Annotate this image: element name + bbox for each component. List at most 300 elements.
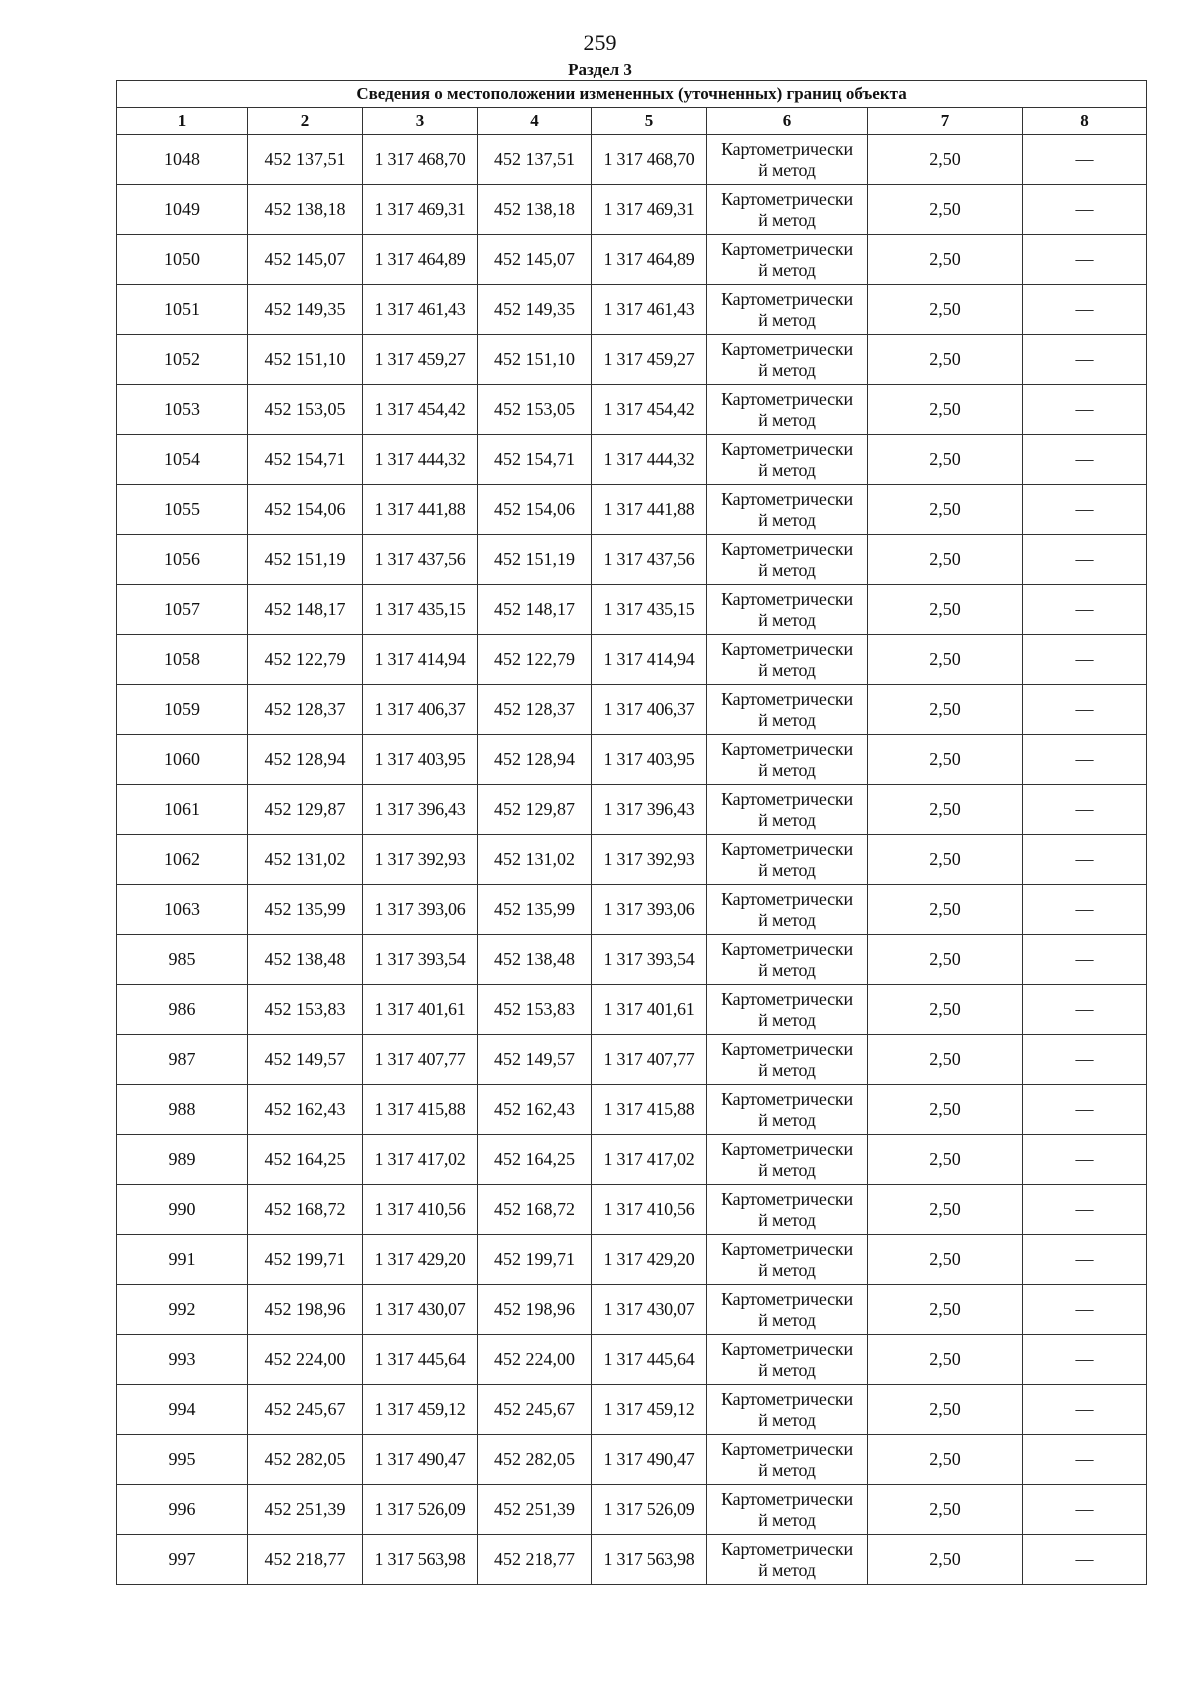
accuracy-cell: 2,50 <box>868 1035 1023 1085</box>
point-number-cell: 991 <box>117 1235 248 1285</box>
x-existing-cell: 452 151,19 <box>248 535 363 585</box>
x-new-cell: 452 198,96 <box>478 1285 592 1335</box>
y-new-cell: 1 317 401,61 <box>592 985 707 1035</box>
table-row <box>117 1485 1147 1535</box>
method-line-2: й метод <box>758 859 816 880</box>
x-existing-cell: 452 145,07 <box>248 235 363 285</box>
method-line-2: й метод <box>758 1159 816 1180</box>
method-line-1: Картометрически <box>721 1438 853 1459</box>
x-new-cell: 452 154,71 <box>478 435 592 485</box>
method-cell <box>707 985 868 1035</box>
method-line-2: й метод <box>758 1259 816 1280</box>
description-cell: — <box>1023 885 1147 935</box>
method-line-1: Картометрически <box>721 688 853 709</box>
x-new-cell: 452 131,02 <box>478 835 592 885</box>
point-number-cell: 1048 <box>117 135 248 185</box>
accuracy-cell: 2,50 <box>868 985 1023 1035</box>
accuracy-cell: 2,50 <box>868 285 1023 335</box>
table-body <box>117 135 1147 1585</box>
method-line-1: Картометрически <box>721 1538 853 1559</box>
method-line-1: Картометрически <box>721 138 853 159</box>
method-line-1: Картометрически <box>721 238 853 259</box>
x-new-cell: 452 224,00 <box>478 1335 592 1385</box>
description-cell: — <box>1023 535 1147 585</box>
method-cell <box>707 1085 868 1135</box>
table-row <box>117 235 1147 285</box>
method-cell <box>707 835 868 885</box>
method-line-1: Картометрически <box>721 288 853 309</box>
accuracy-cell: 2,50 <box>868 835 1023 885</box>
x-new-cell: 452 128,37 <box>478 685 592 735</box>
method-cell <box>707 1235 868 1285</box>
point-number-cell: 1057 <box>117 585 248 635</box>
table-row <box>117 1135 1147 1185</box>
y-existing-cell: 1 317 414,94 <box>363 635 478 685</box>
point-number-cell: 1060 <box>117 735 248 785</box>
x-existing-cell: 452 138,18 <box>248 185 363 235</box>
description-cell: — <box>1023 1535 1147 1585</box>
y-existing-cell: 1 317 464,89 <box>363 235 478 285</box>
method-line-1: Картометрически <box>721 1288 853 1309</box>
method-line-1: Картометрически <box>721 488 853 509</box>
description-cell: — <box>1023 1135 1147 1185</box>
method-line-1: Картометрически <box>721 588 853 609</box>
x-new-cell: 452 128,94 <box>478 735 592 785</box>
y-new-cell: 1 317 464,89 <box>592 235 707 285</box>
y-new-cell: 1 317 407,77 <box>592 1035 707 1085</box>
y-existing-cell: 1 317 429,20 <box>363 1235 478 1285</box>
y-new-cell: 1 317 406,37 <box>592 685 707 735</box>
table-row <box>117 635 1147 685</box>
table-row <box>117 1285 1147 1335</box>
description-cell: — <box>1023 635 1147 685</box>
table-caption: Сведения о местоположении измененных (уточненных) границ объекта <box>117 81 1147 108</box>
y-new-cell: 1 317 393,06 <box>592 885 707 935</box>
y-new-cell: 1 317 403,95 <box>592 735 707 785</box>
accuracy-cell: 2,50 <box>868 435 1023 485</box>
method-line-1: Картометрически <box>721 438 853 459</box>
y-existing-cell: 1 317 403,95 <box>363 735 478 785</box>
y-existing-cell: 1 317 461,43 <box>363 285 478 335</box>
description-cell: — <box>1023 785 1147 835</box>
accuracy-cell: 2,50 <box>868 135 1023 185</box>
point-number-cell: 1054 <box>117 435 248 485</box>
point-number-cell: 987 <box>117 1035 248 1085</box>
point-number-cell: 995 <box>117 1435 248 1485</box>
y-new-cell: 1 317 469,31 <box>592 185 707 235</box>
point-number-cell: 1052 <box>117 335 248 385</box>
page-number: 259 <box>583 30 617 55</box>
y-existing-cell: 1 317 563,98 <box>363 1535 478 1585</box>
column-header: 3 <box>363 108 478 135</box>
x-new-cell: 452 282,05 <box>478 1435 592 1485</box>
method-line-1: Картометрически <box>721 338 853 359</box>
method-line-1: Картометрически <box>721 1188 853 1209</box>
point-number-cell: 985 <box>117 935 248 985</box>
method-line-1: Картометрически <box>721 1038 853 1059</box>
y-existing-cell: 1 317 445,64 <box>363 1335 478 1385</box>
method-line-2: й метод <box>758 709 816 730</box>
description-cell: — <box>1023 1485 1147 1535</box>
accuracy-cell: 2,50 <box>868 1335 1023 1385</box>
x-existing-cell: 452 168,72 <box>248 1185 363 1235</box>
y-existing-cell: 1 317 401,61 <box>363 985 478 1035</box>
method-cell <box>707 1485 868 1535</box>
method-line-2: й метод <box>758 1109 816 1130</box>
table-row <box>117 1235 1147 1285</box>
method-cell <box>707 635 868 685</box>
x-existing-cell: 452 154,06 <box>248 485 363 535</box>
x-new-cell: 452 153,05 <box>478 385 592 435</box>
table-row <box>117 1035 1147 1085</box>
method-cell <box>707 585 868 635</box>
description-cell: — <box>1023 485 1147 535</box>
method-cell <box>707 135 868 185</box>
method-cell <box>707 535 868 585</box>
y-existing-cell: 1 317 415,88 <box>363 1085 478 1135</box>
table-row <box>117 785 1147 835</box>
x-existing-cell: 452 224,00 <box>248 1335 363 1385</box>
description-cell: — <box>1023 1235 1147 1285</box>
method-cell <box>707 1185 868 1235</box>
table-row <box>117 485 1147 535</box>
table-row <box>117 685 1147 735</box>
y-existing-cell: 1 317 410,56 <box>363 1185 478 1235</box>
x-existing-cell: 452 154,71 <box>248 435 363 485</box>
method-line-1: Картометрически <box>721 1138 853 1159</box>
table-row <box>117 835 1147 885</box>
method-line-1: Картометрически <box>721 1338 853 1359</box>
y-new-cell: 1 317 563,98 <box>592 1535 707 1585</box>
description-cell: — <box>1023 685 1147 735</box>
method-cell <box>707 785 868 835</box>
y-existing-cell: 1 317 490,47 <box>363 1435 478 1485</box>
accuracy-cell: 2,50 <box>868 935 1023 985</box>
y-new-cell: 1 317 437,56 <box>592 535 707 585</box>
method-cell <box>707 235 868 285</box>
method-cell <box>707 1335 868 1385</box>
description-cell: — <box>1023 435 1147 485</box>
y-new-cell: 1 317 417,02 <box>592 1135 707 1185</box>
x-new-cell: 452 137,51 <box>478 135 592 185</box>
table-row <box>117 135 1147 185</box>
method-line-1: Картометрически <box>721 788 853 809</box>
description-cell: — <box>1023 335 1147 385</box>
method-cell <box>707 885 868 935</box>
method-cell <box>707 685 868 735</box>
column-header: 7 <box>868 108 1023 135</box>
method-line-1: Картометрически <box>721 988 853 1009</box>
x-existing-cell: 452 122,79 <box>248 635 363 685</box>
table-row <box>117 1385 1147 1435</box>
description-cell: — <box>1023 935 1147 985</box>
x-new-cell: 452 149,35 <box>478 285 592 335</box>
y-new-cell: 1 317 415,88 <box>592 1085 707 1135</box>
x-new-cell: 452 151,10 <box>478 335 592 385</box>
y-existing-cell: 1 317 393,54 <box>363 935 478 985</box>
y-new-cell: 1 317 430,07 <box>592 1285 707 1335</box>
column-header: 2 <box>248 108 363 135</box>
point-number-cell: 1053 <box>117 385 248 435</box>
y-new-cell: 1 317 435,15 <box>592 585 707 635</box>
x-new-cell: 452 164,25 <box>478 1135 592 1185</box>
y-new-cell: 1 317 429,20 <box>592 1235 707 1285</box>
x-new-cell: 452 145,07 <box>478 235 592 285</box>
table-row <box>117 1335 1147 1385</box>
x-existing-cell: 452 137,51 <box>248 135 363 185</box>
method-cell <box>707 1385 868 1435</box>
method-line-1: Картометрически <box>721 638 853 659</box>
method-line-2: й метод <box>758 1059 816 1080</box>
y-existing-cell: 1 317 396,43 <box>363 785 478 835</box>
point-number-cell: 1050 <box>117 235 248 285</box>
y-new-cell: 1 317 392,93 <box>592 835 707 885</box>
x-existing-cell: 452 162,43 <box>248 1085 363 1135</box>
table-row <box>117 985 1147 1035</box>
method-line-2: й метод <box>758 259 816 280</box>
point-number-cell: 1061 <box>117 785 248 835</box>
description-cell: — <box>1023 1435 1147 1485</box>
x-new-cell: 452 251,39 <box>478 1485 592 1535</box>
table-row <box>117 1535 1147 1585</box>
description-cell: — <box>1023 285 1147 335</box>
method-line-2: й метод <box>758 359 816 380</box>
point-number-cell: 986 <box>117 985 248 1035</box>
y-existing-cell: 1 317 430,07 <box>363 1285 478 1335</box>
accuracy-cell: 2,50 <box>868 385 1023 435</box>
column-header: 6 <box>707 108 868 135</box>
method-line-1: Картометрически <box>721 1488 853 1509</box>
method-line-1: Картометрически <box>721 938 853 959</box>
method-line-2: й метод <box>758 1459 816 1480</box>
x-new-cell: 452 149,57 <box>478 1035 592 1085</box>
y-existing-cell: 1 317 406,37 <box>363 685 478 735</box>
accuracy-cell: 2,50 <box>868 585 1023 635</box>
method-line-2: й метод <box>758 609 816 630</box>
point-number-cell: 1049 <box>117 185 248 235</box>
y-existing-cell: 1 317 469,31 <box>363 185 478 235</box>
y-existing-cell: 1 317 526,09 <box>363 1485 478 1535</box>
point-number-cell: 1062 <box>117 835 248 885</box>
method-cell <box>707 935 868 985</box>
y-existing-cell: 1 317 417,02 <box>363 1135 478 1185</box>
x-new-cell: 452 129,87 <box>478 785 592 835</box>
x-existing-cell: 452 151,10 <box>248 335 363 385</box>
column-header: 4 <box>478 108 592 135</box>
method-cell <box>707 735 868 785</box>
point-number-cell: 992 <box>117 1285 248 1335</box>
method-cell <box>707 385 868 435</box>
method-line-1: Картометрически <box>721 1088 853 1109</box>
y-existing-cell: 1 317 468,70 <box>363 135 478 185</box>
method-cell <box>707 185 868 235</box>
y-new-cell: 1 317 445,64 <box>592 1335 707 1385</box>
y-new-cell: 1 317 459,27 <box>592 335 707 385</box>
point-number-cell: 996 <box>117 1485 248 1535</box>
accuracy-cell: 2,50 <box>868 1435 1023 1485</box>
table-row <box>117 885 1147 935</box>
description-cell: — <box>1023 135 1147 185</box>
point-number-cell: 993 <box>117 1335 248 1385</box>
y-existing-cell: 1 317 459,12 <box>363 1385 478 1435</box>
y-existing-cell: 1 317 435,15 <box>363 585 478 635</box>
table-row <box>117 585 1147 635</box>
method-cell <box>707 435 868 485</box>
method-line-2: й метод <box>758 759 816 780</box>
description-cell: — <box>1023 1385 1147 1435</box>
y-new-cell: 1 317 444,32 <box>592 435 707 485</box>
y-new-cell: 1 317 454,42 <box>592 385 707 435</box>
method-cell <box>707 1035 868 1085</box>
method-line-2: й метод <box>758 909 816 930</box>
method-line-2: й метод <box>758 209 816 230</box>
method-line-2: й метод <box>758 159 816 180</box>
table-row <box>117 535 1147 585</box>
method-cell <box>707 1135 868 1185</box>
y-existing-cell: 1 317 441,88 <box>363 485 478 535</box>
y-existing-cell: 1 317 392,93 <box>363 835 478 885</box>
section-title: Раздел 3 <box>568 60 632 79</box>
accuracy-cell: 2,50 <box>868 185 1023 235</box>
method-line-2: й метод <box>758 1559 816 1580</box>
x-existing-cell: 452 149,35 <box>248 285 363 335</box>
method-cell <box>707 1435 868 1485</box>
method-line-2: й метод <box>758 1009 816 1030</box>
method-line-1: Картометрически <box>721 838 853 859</box>
description-cell: — <box>1023 1285 1147 1335</box>
method-cell <box>707 485 868 535</box>
table-row <box>117 335 1147 385</box>
description-cell: — <box>1023 735 1147 785</box>
accuracy-cell: 2,50 <box>868 485 1023 535</box>
x-new-cell: 452 218,77 <box>478 1535 592 1585</box>
point-number-cell: 990 <box>117 1185 248 1235</box>
description-cell: — <box>1023 1085 1147 1135</box>
table-row <box>117 285 1147 335</box>
x-new-cell: 452 245,67 <box>478 1385 592 1435</box>
x-existing-cell: 452 131,02 <box>248 835 363 885</box>
y-new-cell: 1 317 393,54 <box>592 935 707 985</box>
description-cell: — <box>1023 1335 1147 1385</box>
accuracy-cell: 2,50 <box>868 785 1023 835</box>
accuracy-cell: 2,50 <box>868 1235 1023 1285</box>
accuracy-cell: 2,50 <box>868 1285 1023 1335</box>
description-cell: — <box>1023 385 1147 435</box>
column-header: 8 <box>1023 108 1147 135</box>
coordinates-table <box>116 80 1147 1585</box>
x-existing-cell: 452 135,99 <box>248 885 363 935</box>
point-number-cell: 1059 <box>117 685 248 735</box>
y-new-cell: 1 317 490,47 <box>592 1435 707 1485</box>
column-header: 1 <box>117 108 248 135</box>
x-existing-cell: 452 251,39 <box>248 1485 363 1535</box>
y-new-cell: 1 317 468,70 <box>592 135 707 185</box>
method-line-2: й метод <box>758 1309 816 1330</box>
accuracy-cell: 2,50 <box>868 335 1023 385</box>
x-new-cell: 452 151,19 <box>478 535 592 585</box>
point-number-cell: 994 <box>117 1385 248 1435</box>
method-line-2: й метод <box>758 659 816 680</box>
method-line-2: й метод <box>758 1509 816 1530</box>
description-cell: — <box>1023 1035 1147 1085</box>
method-cell <box>707 285 868 335</box>
point-number-cell: 1051 <box>117 285 248 335</box>
x-existing-cell: 452 218,77 <box>248 1535 363 1585</box>
y-existing-cell: 1 317 437,56 <box>363 535 478 585</box>
method-line-1: Картометрически <box>721 388 853 409</box>
y-new-cell: 1 317 396,43 <box>592 785 707 835</box>
x-existing-cell: 452 198,96 <box>248 1285 363 1335</box>
accuracy-cell: 2,50 <box>868 1385 1023 1435</box>
description-cell: — <box>1023 985 1147 1035</box>
method-line-2: й метод <box>758 309 816 330</box>
x-new-cell: 452 199,71 <box>478 1235 592 1285</box>
method-line-2: й метод <box>758 1359 816 1380</box>
accuracy-cell: 2,50 <box>868 535 1023 585</box>
y-new-cell: 1 317 414,94 <box>592 635 707 685</box>
y-existing-cell: 1 317 393,06 <box>363 885 478 935</box>
accuracy-cell: 2,50 <box>868 1135 1023 1185</box>
x-existing-cell: 452 153,05 <box>248 385 363 435</box>
x-new-cell: 452 168,72 <box>478 1185 592 1235</box>
method-line-1: Картометрически <box>721 188 853 209</box>
x-new-cell: 452 122,79 <box>478 635 592 685</box>
y-existing-cell: 1 317 444,32 <box>363 435 478 485</box>
table-row <box>117 1435 1147 1485</box>
method-line-2: й метод <box>758 409 816 430</box>
table-row <box>117 185 1147 235</box>
method-line-2: й метод <box>758 959 816 980</box>
method-line-1: Картометрически <box>721 538 853 559</box>
point-number-cell: 988 <box>117 1085 248 1135</box>
x-new-cell: 452 153,83 <box>478 985 592 1035</box>
accuracy-cell: 2,50 <box>868 885 1023 935</box>
point-number-cell: 1063 <box>117 885 248 935</box>
description-cell: — <box>1023 185 1147 235</box>
x-existing-cell: 452 282,05 <box>248 1435 363 1485</box>
accuracy-cell: 2,50 <box>868 1185 1023 1235</box>
method-cell <box>707 1285 868 1335</box>
x-existing-cell: 452 199,71 <box>248 1235 363 1285</box>
column-header: 5 <box>592 108 707 135</box>
x-existing-cell: 452 129,87 <box>248 785 363 835</box>
method-cell <box>707 1535 868 1585</box>
table-row <box>117 1185 1147 1235</box>
method-line-2: й метод <box>758 509 816 530</box>
y-existing-cell: 1 317 459,27 <box>363 335 478 385</box>
table-row <box>117 735 1147 785</box>
method-line-2: й метод <box>758 1209 816 1230</box>
x-existing-cell: 452 128,94 <box>248 735 363 785</box>
point-number-cell: 989 <box>117 1135 248 1185</box>
y-new-cell: 1 317 461,43 <box>592 285 707 335</box>
description-cell: — <box>1023 235 1147 285</box>
point-number-cell: 997 <box>117 1535 248 1585</box>
accuracy-cell: 2,50 <box>868 685 1023 735</box>
table-row <box>117 385 1147 435</box>
accuracy-cell: 2,50 <box>868 1085 1023 1135</box>
accuracy-cell: 2,50 <box>868 735 1023 785</box>
x-existing-cell: 452 138,48 <box>248 935 363 985</box>
accuracy-cell: 2,50 <box>868 635 1023 685</box>
method-line-1: Картометрически <box>721 738 853 759</box>
description-cell: — <box>1023 1185 1147 1235</box>
table-row <box>117 935 1147 985</box>
x-existing-cell: 452 153,83 <box>248 985 363 1035</box>
accuracy-cell: 2,50 <box>868 1535 1023 1585</box>
point-number-cell: 1056 <box>117 535 248 585</box>
table-row <box>117 1085 1147 1135</box>
